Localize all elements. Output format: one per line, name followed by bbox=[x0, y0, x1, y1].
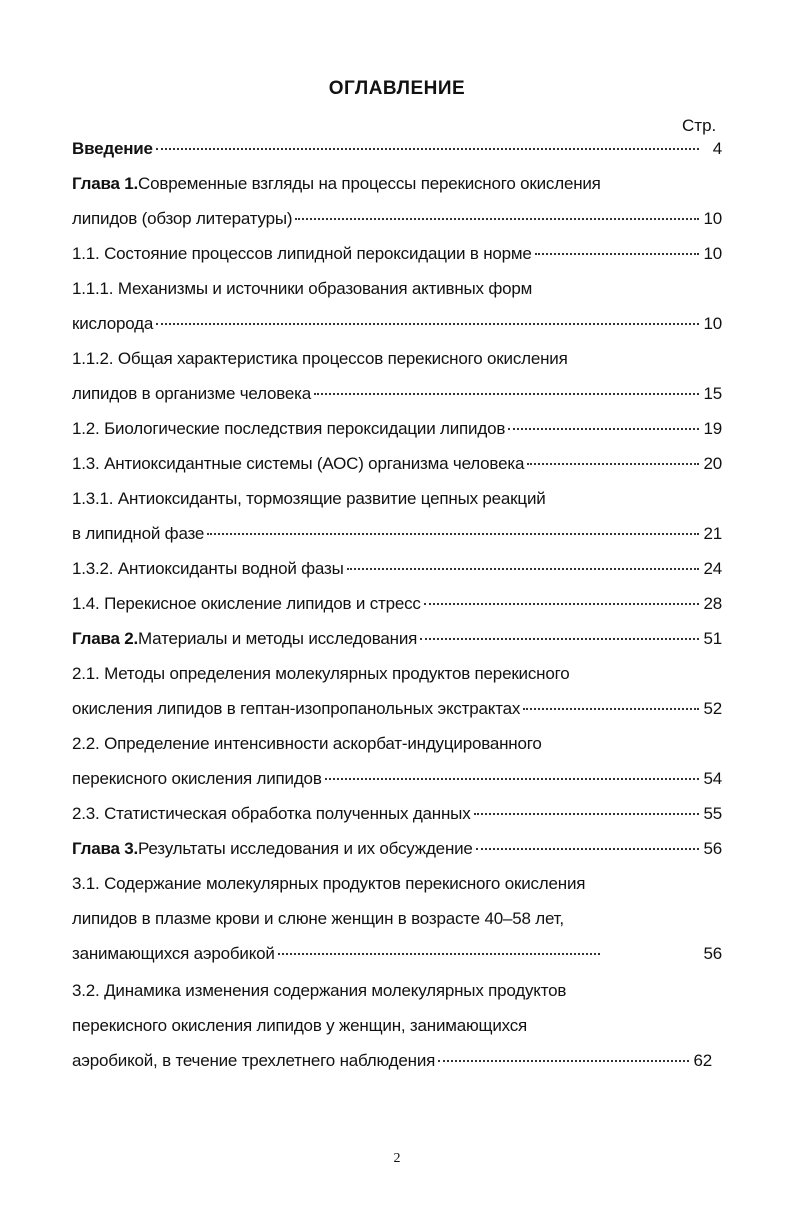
toc-entry[interactable] bbox=[72, 279, 722, 299]
toc-entry-text: занимающихся аэробикой bbox=[72, 944, 275, 963]
toc-entry-text: 2.2. Определение интенсивности аскорбат-индуцированного bbox=[72, 734, 542, 753]
toc-entry-prefix: Глава 2. bbox=[72, 629, 139, 648]
toc-entry[interactable] bbox=[72, 734, 722, 754]
toc-entry-text: липидов (обзор литературы) bbox=[72, 209, 293, 228]
toc-entry-page: 52 bbox=[703, 699, 722, 718]
toc-entry[interactable] bbox=[72, 349, 722, 369]
toc-entry-page: 10 bbox=[703, 209, 722, 228]
toc-entry[interactable] bbox=[72, 874, 722, 894]
toc-entry-text: липидов в организме человека bbox=[72, 384, 312, 403]
dot-leader bbox=[325, 778, 699, 780]
toc-entry-page: 20 bbox=[703, 454, 722, 473]
toc-entry-text: Результаты исследования и их обсуждение bbox=[138, 839, 473, 858]
dot-leader bbox=[156, 148, 699, 150]
toc-entry[interactable] bbox=[72, 909, 722, 929]
toc-entry-text: перекисного окисления липидов bbox=[72, 769, 322, 788]
toc-entry-text: кислорода bbox=[72, 314, 154, 333]
toc-entry[interactable] bbox=[72, 419, 722, 439]
toc-entry-text: окисления липидов в гептан-изопропанольных экстрактах bbox=[72, 699, 521, 718]
dot-leader bbox=[438, 1060, 689, 1062]
toc-entry-page: 62 bbox=[693, 1051, 712, 1070]
toc-entry[interactable] bbox=[72, 489, 722, 509]
toc-entry-page: 21 bbox=[703, 524, 722, 543]
toc-entry-text: в липидной фазе bbox=[72, 524, 205, 543]
dot-leader bbox=[278, 953, 600, 955]
toc-entry-text: 2.1. Методы определения молекулярных продуктов перекисного bbox=[72, 664, 570, 683]
toc-entry-text: 1.3. Антиоксидантные системы (АОС) организма человека bbox=[72, 454, 525, 473]
dot-leader bbox=[474, 813, 699, 815]
toc-entry-chapter-1[interactable] bbox=[72, 174, 722, 194]
toc-entry-text: 1.2. Биологические последствия пероксидации липидов bbox=[72, 419, 506, 438]
toc-entry[interactable] bbox=[72, 804, 722, 824]
toc-entry-text: 3.2. Динамика изменения содержания молекулярных продуктов bbox=[72, 981, 567, 1000]
dot-leader bbox=[476, 848, 699, 850]
toc-entry[interactable] bbox=[72, 1016, 722, 1036]
toc-entry[interactable] bbox=[72, 559, 722, 579]
toc-entry-text: 3.1. Содержание молекулярных продуктов перекисного окисления bbox=[72, 874, 586, 893]
toc-entry-prefix: Введение bbox=[72, 139, 153, 158]
toc-entry-text: липидов в плазме крови и слюне женщин в возрасте 40–58 лет, bbox=[72, 909, 564, 928]
toc-entry[interactable] bbox=[72, 769, 722, 789]
toc-entry[interactable] bbox=[72, 699, 722, 719]
toc-entry[interactable] bbox=[72, 981, 722, 1001]
toc-entry-text: 1.3.2. Антиоксиданты водной фазы bbox=[72, 559, 344, 578]
toc-entry-text: аэробикой, в течение трехлетнего наблюдения bbox=[72, 1051, 436, 1070]
toc-entry-page: 55 bbox=[703, 804, 722, 823]
toc-entry-page: 56 bbox=[703, 944, 722, 963]
toc-entry-text: 2.3. Статистическая обработка полученных данных bbox=[72, 804, 471, 823]
dot-leader bbox=[527, 463, 699, 465]
toc-entry-introduction[interactable] bbox=[72, 139, 722, 159]
page-column-label: Стр. bbox=[682, 116, 717, 135]
dot-leader bbox=[156, 323, 699, 325]
toc-entry-text: 1.1.1. Механизмы и источники образования активных форм bbox=[72, 279, 533, 298]
toc-entry-text: 1.1. Состояние процессов липидной пероксидации в норме bbox=[72, 244, 532, 263]
toc-entry-page: 56 bbox=[703, 839, 722, 858]
toc-entry[interactable] bbox=[72, 524, 722, 544]
dot-leader bbox=[420, 638, 699, 640]
toc-entry[interactable] bbox=[72, 209, 722, 229]
toc-entry-page: 51 bbox=[703, 629, 722, 648]
toc-entry-page: 15 bbox=[703, 384, 722, 403]
dot-leader bbox=[424, 603, 699, 605]
toc-entry-chapter-2[interactable] bbox=[72, 629, 722, 649]
dot-leader bbox=[295, 218, 699, 220]
toc-entry-prefix: Глава 1. bbox=[72, 174, 139, 193]
toc-entry[interactable] bbox=[72, 1051, 712, 1071]
toc-entry-text: 1.1.2. Общая характеристика процессов перекисного окисления bbox=[72, 349, 568, 368]
toc-entry-page: 10 bbox=[703, 314, 722, 333]
dot-leader bbox=[508, 428, 699, 430]
toc-entry-chapter-3[interactable] bbox=[72, 839, 722, 859]
toc-entry-page: 10 bbox=[703, 244, 722, 263]
toc-entry-prefix: Глава 3. bbox=[72, 839, 139, 858]
toc-entry-text: перекисного окисления липидов у женщин, занимающихся bbox=[72, 1016, 528, 1035]
dot-leader bbox=[535, 253, 699, 255]
toc-entry-text: 1.3.1. Антиоксиданты, тормозящие развитие цепных реакций bbox=[72, 489, 546, 508]
toc-entry-page: 54 bbox=[703, 769, 722, 788]
toc-entry-page: 24 bbox=[703, 559, 722, 578]
toc-entry[interactable] bbox=[72, 454, 722, 474]
toc-entry[interactable] bbox=[72, 594, 722, 614]
toc-entry-text: Материалы и методы исследования bbox=[138, 629, 418, 648]
toc-entry-text: Современные взгляды на процессы перекисного окисления bbox=[138, 174, 601, 193]
toc-entry-page: 19 bbox=[703, 419, 722, 438]
toc-entry-text: 1.4. Перекисное окисление липидов и стресс bbox=[72, 594, 421, 613]
dot-leader bbox=[347, 568, 699, 570]
toc-entry-page: 28 bbox=[703, 594, 722, 613]
dot-leader bbox=[523, 708, 699, 710]
page-title: ОГЛАВЛЕНИЕ bbox=[328, 78, 466, 99]
page-number: 2 bbox=[393, 1151, 401, 1166]
toc-entry[interactable] bbox=[72, 664, 722, 684]
toc-entry-page: 4 bbox=[712, 139, 722, 158]
dot-leader bbox=[314, 393, 699, 395]
dot-leader bbox=[207, 533, 699, 535]
toc-entry[interactable] bbox=[72, 244, 722, 264]
toc-entry[interactable] bbox=[72, 384, 722, 404]
toc-entry[interactable] bbox=[72, 944, 722, 964]
toc-entry[interactable] bbox=[72, 314, 722, 334]
